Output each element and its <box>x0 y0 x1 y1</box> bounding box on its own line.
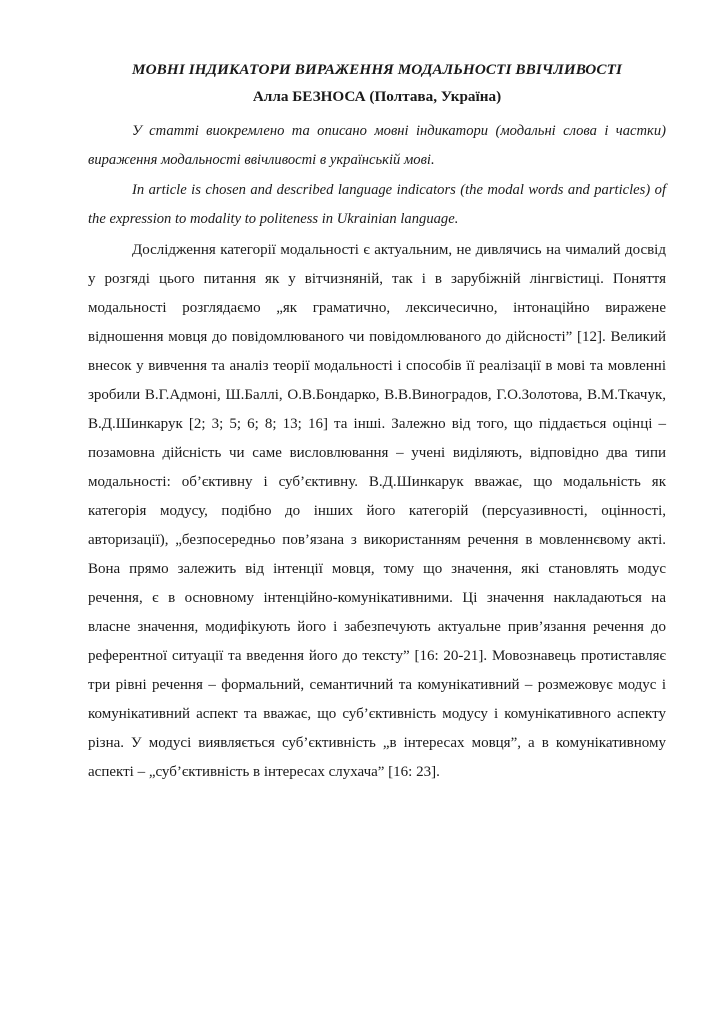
document-content <box>88 58 666 787</box>
abstract-english: In article is chosen and described language indicators (the modal words and particles) of the expression to modality to politeness in Ukrainian language. <box>88 182 666 227</box>
page-title: МОВНІ ІНДИКАТОРИ ВИРАЖЕННЯ МОДАЛЬНОСТІ ВВІЧЛИВОСТІ <box>132 61 622 78</box>
author-byline: Алла БЕЗНОСА (Полтава, Україна) <box>252 87 502 105</box>
abstract-ukrainian: У статті виокремлено та описано мовні індикатори (модальні слова і частки) вираження модальності ввічливості в українській мові. <box>88 123 666 168</box>
body-paragraph: Дослідження категорії модальності є актуальним, не дивлячись на чималий досвід у розгяді цього питання як у вітчизняній, так і в зарубіжній лінгвістиці. Поняття модальності розглядаємо „як граматично, лексичесично, інтонаційно виражене відношення мовця до повідомлюваного чи повідомлюваного до дійсності” [12]. Великий внесок у вивчення та аналіз теорії модальності і способів її реалізації в мові та мовленні зробили В.Г.Адмоні, Ш.Баллі, О.В.Бондарко, В.В.Виноградов, Г.О.Золотова, В.М.Ткачук, В.Д.Шинкарук [2; 3; 5; 6; 8; 13; 16] та інші. Залежно від того, що піддається оцінці – позамовна дійсність чи саме висловлювання – учені виділяють, відповідно два типи модальності: об’єктивну і суб’єктивну. В.Д.Шинкарук вважає, що модальність як категорія модусу, подібно до інших його категорій (персуазивності, оцінності, авторизації), „безпосередньо пов’язана з використанням речення в мовленнєвому акті. Вона прямо залежить від інтенції мовця, тому що значення, які становлять модус речення, є в основному інтенційно-комунікативними. Ці значення накладаються на власне значення, модифікують його і забезпечують актуальне прив’язання речення до референтної ситуації та введення його до тексту” [16: 20-21]. Мовознавець протиставляє три рівні речення – формальний, семантичний та комунікативний – розмежовує модус і комунікативний аспект та вважає, що суб’єктивність модусу і комунікативного аспекту різна. У модусі виявляється суб’єктивність „в інтересах мовця”, а в комунікативному аспекті – „суб’єктивність в інтересах слухача” [16: 23]. <box>88 241 666 780</box>
